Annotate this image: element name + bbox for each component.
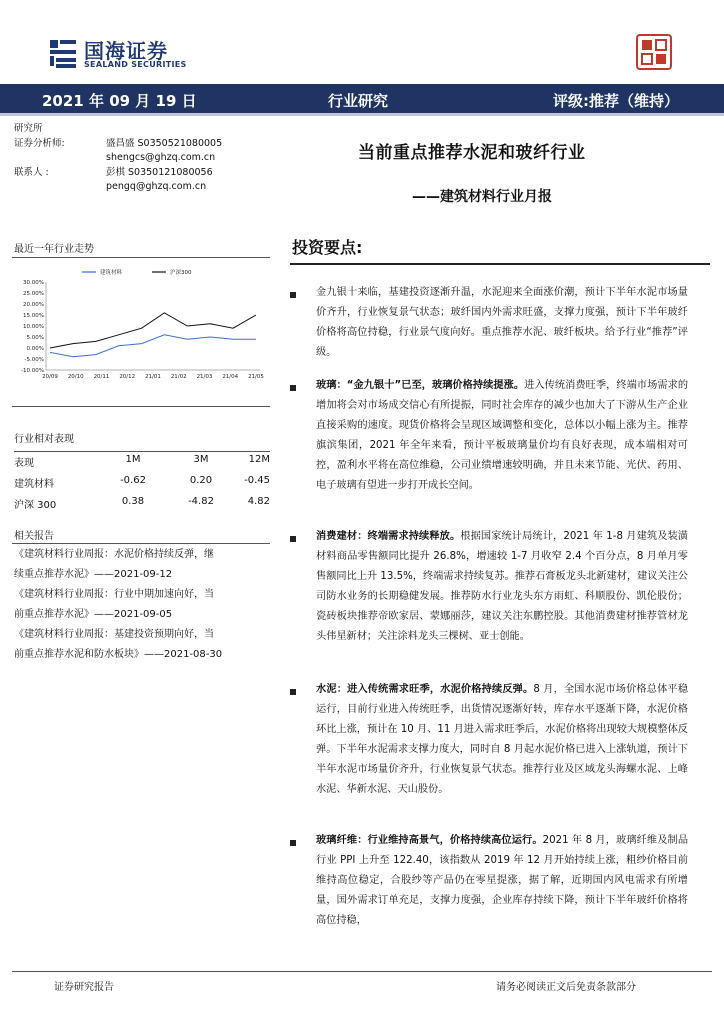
related-reports [14,545,276,665]
seal-stamp-icon [636,34,672,70]
contact-label: 联系人 : [14,166,49,178]
invest-point: 玻璃纤维：行业维持高景气，价格持续高位运行。2021 年 8 月，玻璃纤维及制品行业 PPI 上升至 122.40，该指数从 2019 年 12 月开始持续上涨，粗纱价格目前维持高位稳定，合股纱等产品仍在零星提涨，据了解，近期国内风电需求有所增量，国外需求订单充足，支撑力度强，企业库存持续下降，预计下半年玻纤价格将高位持稳， [316,835,689,927]
invest-heading: 投资要点: [292,238,363,257]
trend-chart [12,262,272,384]
footer-right: 请务必阅读正文后免责条款部分 [496,982,636,993]
institute-label: 研究所 [14,123,43,134]
cell-12m: 4.82 [247,496,270,507]
invest-point: 玻璃：“金九银十”已至，玻璃价格持续提涨。进入传统消费旺季，终端市场需求的增加将会对市场成交信心有所提振，同时社会库存的减少也加大了下游从生产企业直接采购的速度。现货价格将会呈现区域调整和变化，总体以小幅上涨为主。推荐旗滨集团，2021 年全年来看，预计平板玻璃量价均有良好表现，成本端相对可控，盈利水平将在高位维稳，公司业绩增速较明确，并且未来节能、光伏、药用、电子玻璃有望进一步打开成长空间。 [316,380,689,492]
x-tick-label: 20/11 [93,374,110,380]
report-subtitle: ——建筑材料行业月报 [412,189,552,205]
invest-point: 消费建材：终端需求持续释放。根据国家统计局统计，2021 年 1-8 月建筑及装潢材料商品零售额同比提升 26.8%，增速较 1-7 月收窄 2.4 个百分点，8 月单月零售额同比上升 13.5%，终端需求持续复苏。推荐石膏板龙头北新建材，建议关注公司防水业务的长期稳健发展。推荐防水行业龙头东方雨虹、科顺股份、凯伦股份；瓷砖板块推荐帝欧家居、蒙娜丽莎，建议关注东鹏控股。其他消费建材推荐管材龙头伟星新材；关注涂料龙头三棵树、亚士创能。 [316,531,688,643]
bullet-icon [290,689,296,695]
invest-divider [290,263,710,265]
cell-3m: 0.20 [189,475,213,486]
table-row [14,493,270,514]
trend-divider [12,257,270,258]
header-banner [0,84,724,116]
logo-chinese-name: 国海证券 [84,39,168,63]
related-line[interactable]: 续重点推荐水泥》——2021-09-12 [14,569,173,580]
bullet-icon [290,536,296,542]
related-line[interactable]: 《建筑材料行业周报：行业中期加速向好，当 [14,589,214,600]
x-tick-label: 21/01 [145,374,161,380]
bullet-icon [290,292,296,298]
y-tick-label: -10.00% [21,368,44,374]
footer-left: 证券研究报告 [54,982,114,993]
contact-name: 彭棋 S0350121080056 [106,166,213,178]
series-line [50,313,256,348]
x-tick-label: 20/12 [119,374,136,380]
row-name: 建筑材料 [14,479,54,490]
report-type: 行业研究 [328,92,389,110]
legend-label: 建筑材料 [100,270,123,276]
report-title: 当前重点推荐水泥和玻纤行业 [358,143,586,163]
y-tick-label: 30.00% [23,280,44,286]
related-heading: 相关报告 [14,531,54,542]
y-tick-label: 25.00% [23,291,44,297]
chart-bottom-divider [12,406,270,407]
performance-heading: 行业相对表现 [14,434,74,445]
x-tick-label: 21/02 [170,374,187,380]
y-tick-label: 20.00% [23,302,44,308]
cell-3m: -4.82 [188,496,214,507]
legend-label: 沪深300 [170,270,192,276]
y-tick-label: 10.00% [23,324,44,330]
invest-point: 金九银十来临，基建投资逐渐升温，水泥迎来全面涨价潮，预计下半年水泥市场量价齐升，行业恢复景气状态；玻纤国内外需求旺盛，支撑力度强，预计下半年玻纤价格将高位持稳，行业景气度向好。重点推荐水泥、玻纤板块。给予行业“推荐”评级。 [316,287,688,359]
col-header: 1M [125,454,141,465]
row-name: 沪深 300 [14,500,57,511]
company-logo [48,34,228,76]
author-meta [14,122,284,195]
logo-english-name: SEALAND SECURITIES [84,60,187,69]
col-header: 3M [193,454,209,465]
related-divider [12,543,270,544]
x-tick-label: 21/03 [196,374,213,380]
related-line[interactable]: 《建筑材料行业周报：基建投资预期向好，当 [14,629,214,640]
series-line [50,335,256,357]
cell-1m: 0.38 [121,496,145,507]
y-tick-label: -5.00% [24,357,44,363]
related-line[interactable]: 前重点推荐水泥》——2021-09-05 [14,609,173,620]
analyst-label: 证券分析师: [14,137,65,149]
report-date: 2021 年 09 月 19 日 [42,92,197,110]
trend-heading: 最近一年行业走势 [14,244,94,255]
analyst-name: 盛昌盛 S0350521080005 [106,137,223,149]
contact-email: pengq@ghzq.com.cn [106,181,207,193]
performance-table [14,451,270,514]
bullet-icon [290,385,296,391]
footer-divider [12,971,712,972]
col-header: 表现 [14,458,34,469]
cell-12m: -0.45 [244,475,270,486]
col-header: 12M [248,454,270,465]
y-tick-label: 0.00% [26,346,44,352]
x-tick-label: 21/05 [248,374,264,380]
related-line[interactable]: 《建筑材料行业周报：水泥价格持续反弹，继 [14,549,214,560]
analyst-email: shengcs@ghzq.com.cn [106,152,216,164]
cell-1m: -0.62 [120,475,146,486]
logo-mark-icon [48,36,78,70]
x-tick-label: 21/04 [222,374,239,380]
invest-point: 水泥：进入传统需求旺季，水泥价格持续反弹。8 月，全国水泥市场价格总体平稳运行，目前行业进入传统旺季，出货情况逐渐好转，库存水平逐渐下降，水泥价格环比上涨，预计在 10 月、11 月进入需求旺季后，水泥价格将出现较大规模整体反弹。下半年水泥需求支撑力度大，同时自 8 月起水泥价格已进入上涨轨道，预计下半年水泥市场量价齐升，行业恢复景气状态。推荐行业及区域龙头海螺水泥、上峰水泥、华新水泥、天山股份。 [316,684,689,796]
bullet-icon [290,840,296,846]
related-line[interactable]: 前重点推荐水泥和防水板块》——2021-08-30 [14,649,223,660]
table-header-row [14,451,270,472]
y-tick-label: 5.00% [26,335,44,341]
x-tick-label: 20/10 [67,374,84,380]
y-tick-label: 15.00% [23,313,44,319]
table-row [14,472,270,493]
report-rating: 评级:推荐（维持） [553,92,679,110]
x-tick-label: 20/09 [42,374,58,380]
